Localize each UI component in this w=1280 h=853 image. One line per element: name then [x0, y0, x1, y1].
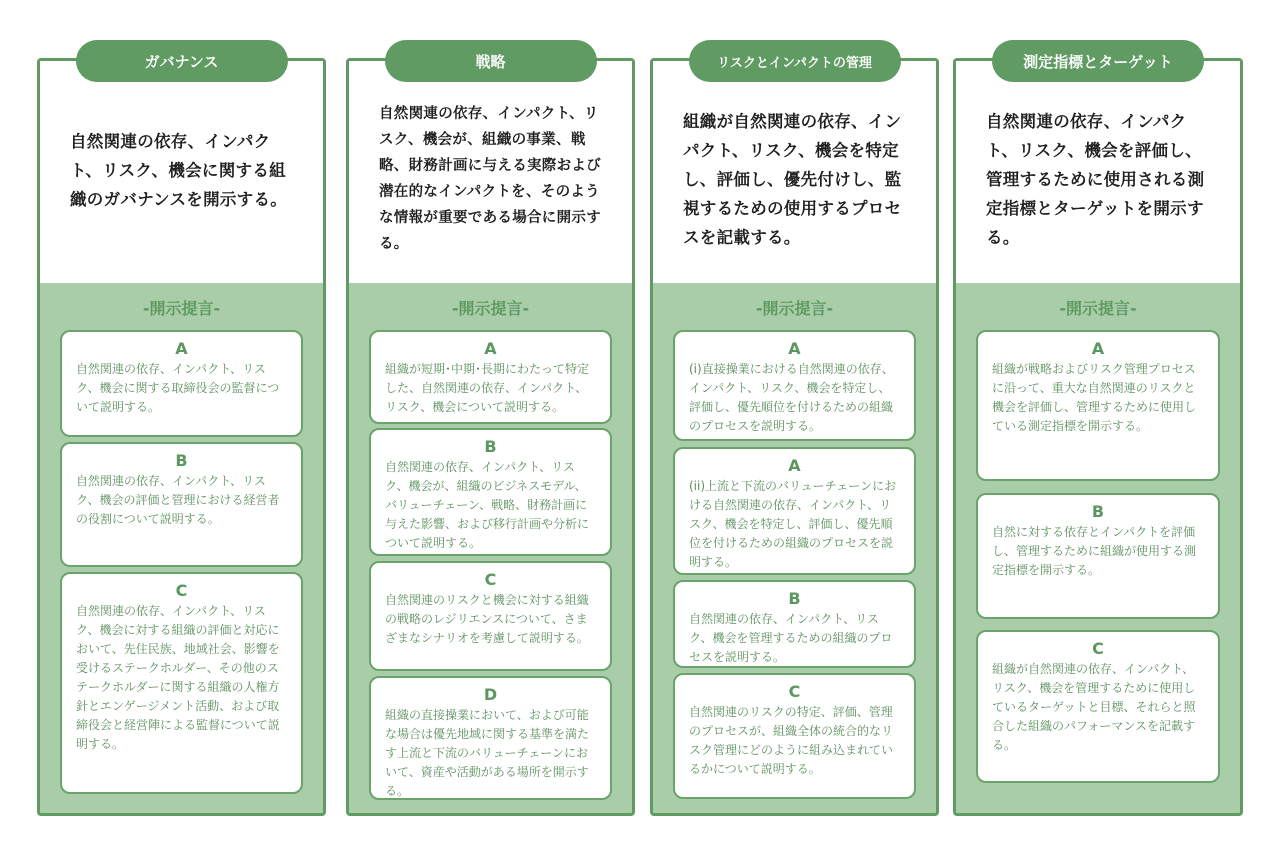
- column-description: 自然関連の依存、インパクト、リスク、機会が、組織の事業、戦略、財務計画に与える実際および潜在的なインパクトを、そのような情報が重要である場合に開示する。: [379, 106, 601, 252]
- card-text: (ii)上流と下流のバリューチェーンにおける自然関連の依存、インパクト、リスク、機会を特定し、評価し、優先順位を付けるための組織のプロセスを説明する。: [689, 479, 897, 569]
- card-letter: A: [484, 339, 497, 358]
- disclosure-section-title: -開示提言-: [142, 299, 221, 318]
- disclosure-card: [673, 580, 916, 668]
- disclosure-card: [369, 561, 612, 671]
- card-letter: B: [788, 589, 801, 608]
- column-description: 自然関連の依存、インパクト、リスク、機会に関する組織のガバナンスを開示する。: [70, 132, 288, 209]
- card-letter: A: [175, 339, 188, 358]
- column-tab: ガバナンス: [76, 40, 288, 82]
- column-tab: リスクとインパクトの管理: [689, 40, 901, 82]
- disclosure-card: [369, 676, 612, 800]
- card-letter: A: [788, 339, 801, 358]
- card-text: 自然関連の依存、インパクト、リスク、機会を管理するための組織のプロセスを説明する。: [689, 612, 893, 664]
- column-governance: [37, 52, 326, 816]
- card-text: 自然に対する依存とインパクトを評価し、管理するために組織が使用する測定指標を開示する。: [992, 525, 1197, 577]
- column-strategy: [346, 52, 635, 816]
- disclosure-card: [60, 330, 303, 437]
- column-description: 組織が自然関連の依存、インパクト、リスク、機会を特定し、評価し、優先付けし、監視するための使用するプロセスを記載する。: [683, 112, 902, 247]
- disclosure-card: [673, 330, 916, 441]
- card-letter: A: [1091, 339, 1105, 358]
- disclosure-section-title: -開示提言-: [451, 299, 530, 318]
- card-text: 組織の直接操業において、および可能な場合は優先地域に関する基準を満たす上流と下流のバリューチェーンにおいて、資産や活動がある場所を開示する。: [385, 708, 590, 798]
- card-text: 自然関連の依存、インパクト、リスク、機会の評価と管理における経営者の役割について説明する。: [76, 474, 280, 526]
- disclosure-card: [976, 493, 1220, 619]
- card-letter: C: [1092, 639, 1104, 658]
- card-letter: C: [175, 581, 188, 600]
- card-text: 自然関連の依存、インパクト、リスク、機会に関する取締役会の監督について説明する。: [76, 362, 280, 414]
- disclosure-card: [60, 442, 303, 567]
- card-text: 自然関連のリスクの特定、評価、管理のプロセスが、組織全体の統合的なリスク管理にどのように組み込まれているかについて説明する。: [689, 705, 894, 776]
- card-letter: A: [788, 456, 801, 475]
- card-letter: B: [175, 451, 188, 470]
- column-description: 自然関連の依存、インパクト、リスク、機会を評価し、管理するために使用される測定指標とターゲットを開示する。: [986, 112, 1205, 247]
- disclosure-card: [673, 673, 916, 799]
- disclosure-card: [369, 428, 612, 556]
- card-text: 組織が戦略およびリスク管理プロセスに沿って、重大な自然関連のリスクと機会を評価し、管理するために使用している測定指標を開示する。: [992, 362, 1197, 433]
- disclosure-card: [976, 630, 1220, 783]
- card-letter: B: [1091, 502, 1105, 521]
- card-text: 自然関連の依存、インパクト、リスク、機会が、組織のビジネスモデル、バリューチェーン、戦略、財務計画に与えた影響、および移行計画や分析について説明する。: [385, 460, 590, 550]
- card-text: 自然関連の依存、インパクト、リスク、機会に対する組織の評価と対応において、先住民族、地域社会、影響を受けるステークホルダー、その他のステークホルダーに関する組織の人権方針とエンゲージメント活動、および取締役会と経営陣による監督について説明する。: [76, 604, 280, 751]
- card-letter: B: [484, 437, 497, 456]
- column-metrics-targets: [953, 52, 1243, 816]
- column-tab: 測定指標とターゲット: [992, 40, 1204, 82]
- card-text: 組織が短期･中期･長期にわたって特定した、自然関連の依存、インパクト、リスク、機会について説明する。: [385, 362, 590, 414]
- card-letter: C: [484, 570, 497, 589]
- card-letter: C: [788, 682, 801, 701]
- column-tab: 戦略: [385, 40, 597, 82]
- disclosure-card: [673, 447, 916, 575]
- column-risk-impact-management: [650, 55, 939, 816]
- card-text: 自然関連のリスクと機会に対する組織の戦略のレジリエンスについて、さまざまなシナリオを考慮して説明する。: [385, 593, 589, 645]
- card-text: 組織が自然関連の依存、インパクト、リスク、機会を管理するために使用しているターゲットと目標、それらと照合した組織のパフォーマンスを記載する。: [992, 662, 1196, 752]
- disclosure-card: [369, 330, 612, 424]
- disclosure-section-title: -開示提言-: [1059, 299, 1137, 318]
- card-letter: D: [483, 685, 498, 704]
- card-text: (i)直接操業における自然関連の依存、インパクト、リスク、機会を特定し、評価し、優先順位を付けるための組織のプロセスを説明する。: [689, 362, 894, 433]
- disclosure-card: [60, 572, 303, 794]
- disclosure-card: [976, 330, 1220, 481]
- disclosure-section-title: -開示提言-: [755, 299, 834, 318]
